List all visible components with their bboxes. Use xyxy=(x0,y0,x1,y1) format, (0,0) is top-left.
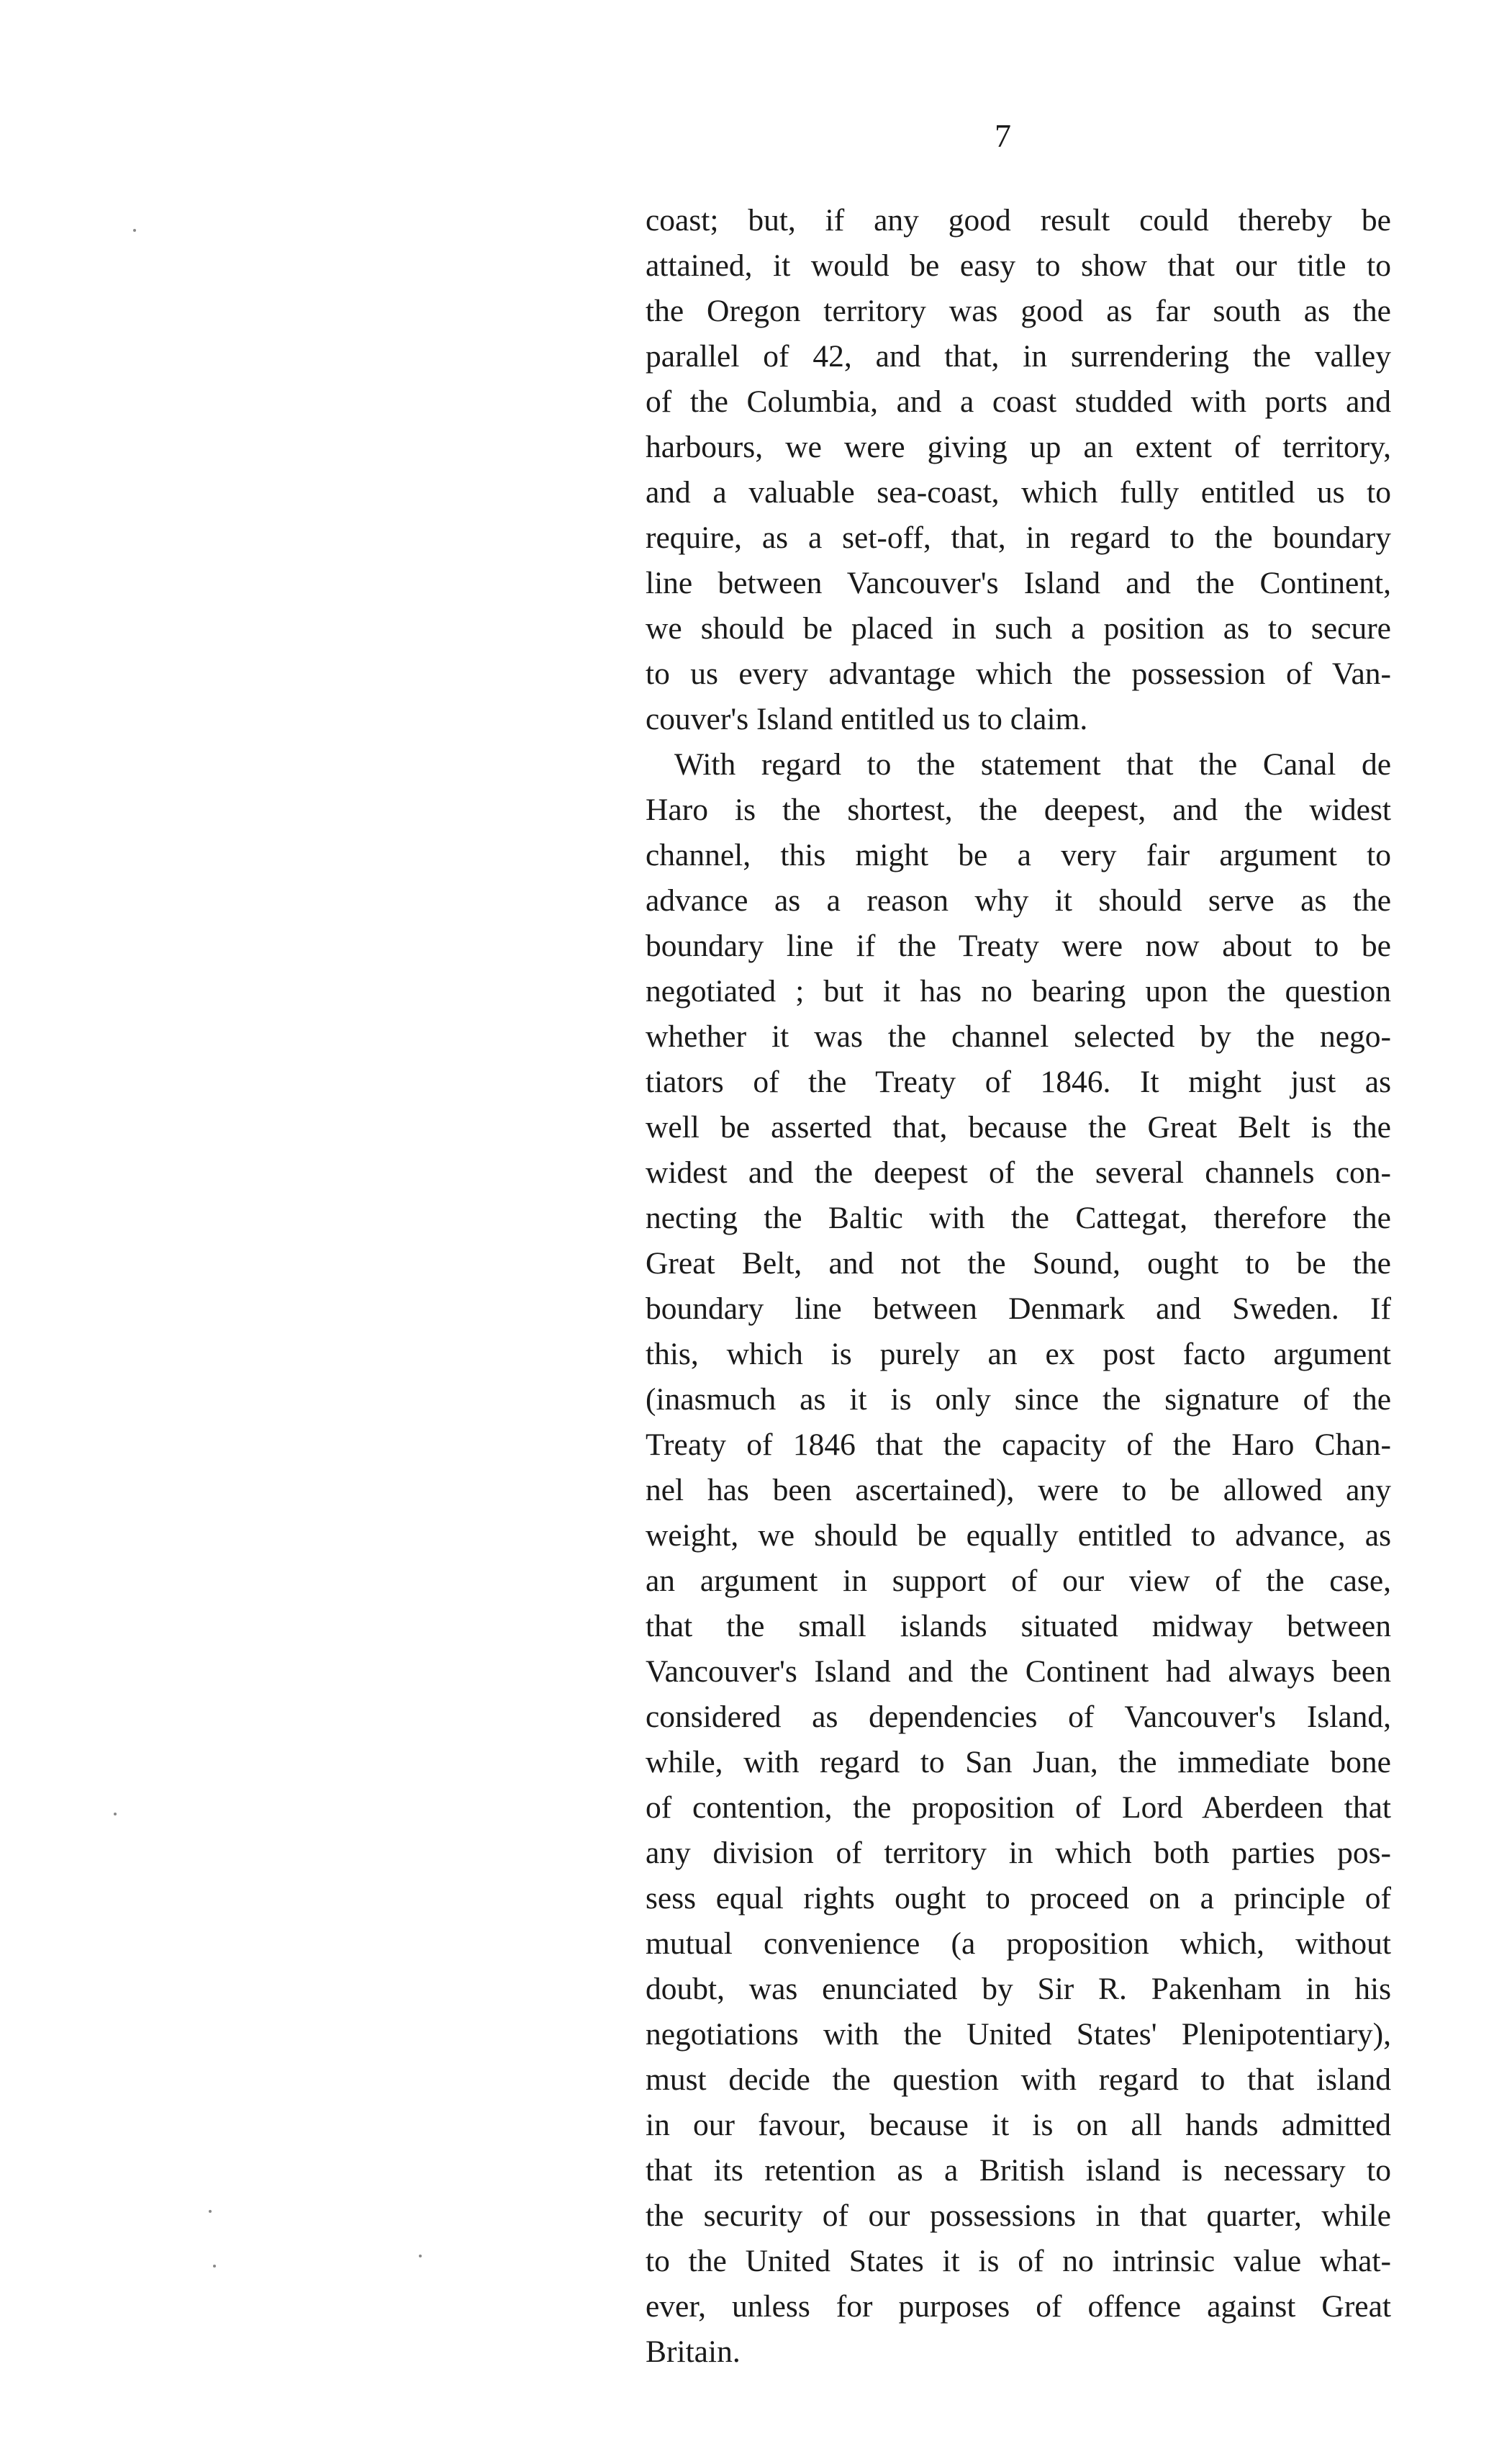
text-line: whether it was the channel selected by the nego- xyxy=(646,1019,1391,1054)
text-line: boundary line between Denmark and Sweden. If xyxy=(646,1291,1391,1326)
text-line: mutual convenience (a proposition which, without xyxy=(646,1926,1391,1961)
text-line: the security of our possessions in that quarter, while xyxy=(646,2198,1391,2233)
paragraph-1 xyxy=(646,198,1391,742)
scan-speck xyxy=(213,2265,216,2268)
scan-speck xyxy=(114,1813,117,1815)
text-line: coast; but, if any good result could thereby be xyxy=(646,203,1391,238)
text-line: any division of territory in which both parties pos- xyxy=(646,1836,1391,1870)
text-line: line between Vancouver's Island and the Continent, xyxy=(646,566,1391,600)
text-line: negotiations with the United States' Plenipotentiary), xyxy=(646,2017,1391,2052)
text-line: sess equal rights ought to proceed on a principle of xyxy=(646,1881,1391,1916)
text-line: Britain. xyxy=(646,2334,741,2369)
text-line: considered as dependencies of Vancouver's Island, xyxy=(646,1700,1391,1734)
text-line: (inasmuch as it is only since the signature of the xyxy=(646,1382,1391,1417)
text-line: attained, it would be easy to show that our title to xyxy=(646,248,1391,283)
text-line: this, which is purely an ex post facto argument xyxy=(646,1337,1391,1371)
text-line: weight, we should be equally entitled to advance, as xyxy=(646,1518,1391,1553)
text-line: in our favour, because it is on all hands admitted xyxy=(646,2108,1391,2142)
text-line: channel, this might be a very fair argument to xyxy=(646,838,1391,872)
text-line: With regard to the statement that the Canal de xyxy=(674,747,1391,782)
text-line: nel has been ascertained), were to be allowed any xyxy=(646,1473,1391,1507)
text-line: parallel of 42, and that, in surrendering the valley xyxy=(646,339,1391,374)
text-line: harbours, we were giving up an extent of territory, xyxy=(646,430,1391,464)
text-line: necting the Baltic with the Cattegat, therefore the xyxy=(646,1201,1391,1235)
paragraph-2 xyxy=(646,742,1391,2375)
scan-speck xyxy=(419,2255,422,2257)
scan-speck xyxy=(209,2210,212,2213)
text-line: while, with regard to San Juan, the immediate bone xyxy=(646,1745,1391,1779)
scan-speck xyxy=(133,229,136,232)
text-line: advance as a reason why it should serve as the xyxy=(646,883,1391,918)
text-line: tiators of the Treaty of 1846. It might just as xyxy=(646,1065,1391,1099)
text-line: well be asserted that, because the Great Belt is the xyxy=(646,1110,1391,1145)
text-line: of the Columbia, and a coast studded with ports and xyxy=(646,384,1391,419)
text-line: that the small islands situated midway between xyxy=(646,1609,1391,1643)
text-line: Vancouver's Island and the Continent had always been xyxy=(646,1654,1391,1689)
text-line: negotiated ; but it has no bearing upon the question xyxy=(646,974,1391,1009)
text-line: doubt, was enunciated by Sir R. Pakenham in his xyxy=(646,1972,1391,2006)
text-line: ever, unless for purposes of offence against Great xyxy=(646,2289,1391,2324)
text-line: couver's Island entitled us to claim. xyxy=(646,702,1088,736)
text-line: require, as a set-off, that, in regard to the boundary xyxy=(646,520,1391,555)
text-line: of contention, the proposition of Lord Aberdeen that xyxy=(646,1790,1391,1825)
text-line: we should be placed in such a position as to secure xyxy=(646,611,1391,646)
text-line: to the United States it is of no intrinsic value what- xyxy=(646,2244,1391,2278)
text-line: Great Belt, and not the Sound, ought to be the xyxy=(646,1246,1391,1281)
text-line: widest and the deepest of the several channels con- xyxy=(646,1155,1391,1190)
text-line: must decide the question with regard to that island xyxy=(646,2062,1391,2097)
text-line: Haro is the shortest, the deepest, and the widest xyxy=(646,793,1391,827)
text-line: the Oregon territory was good as far south as the xyxy=(646,294,1391,328)
text-line: to us every advantage which the possession of Van- xyxy=(646,657,1391,691)
text-line: that its retention as a British island is necessary to xyxy=(646,2153,1391,2188)
page-body xyxy=(646,198,1391,2375)
text-line: and a valuable sea-coast, which fully entitled us to xyxy=(646,475,1391,510)
page-number: 7 xyxy=(995,117,1011,154)
text-line: Treaty of 1846 that the capacity of the Haro Chan- xyxy=(646,1427,1391,1462)
text-line: an argument in support of our view of the case, xyxy=(646,1564,1391,1598)
text-line: boundary line if the Treaty were now about to be xyxy=(646,929,1391,963)
